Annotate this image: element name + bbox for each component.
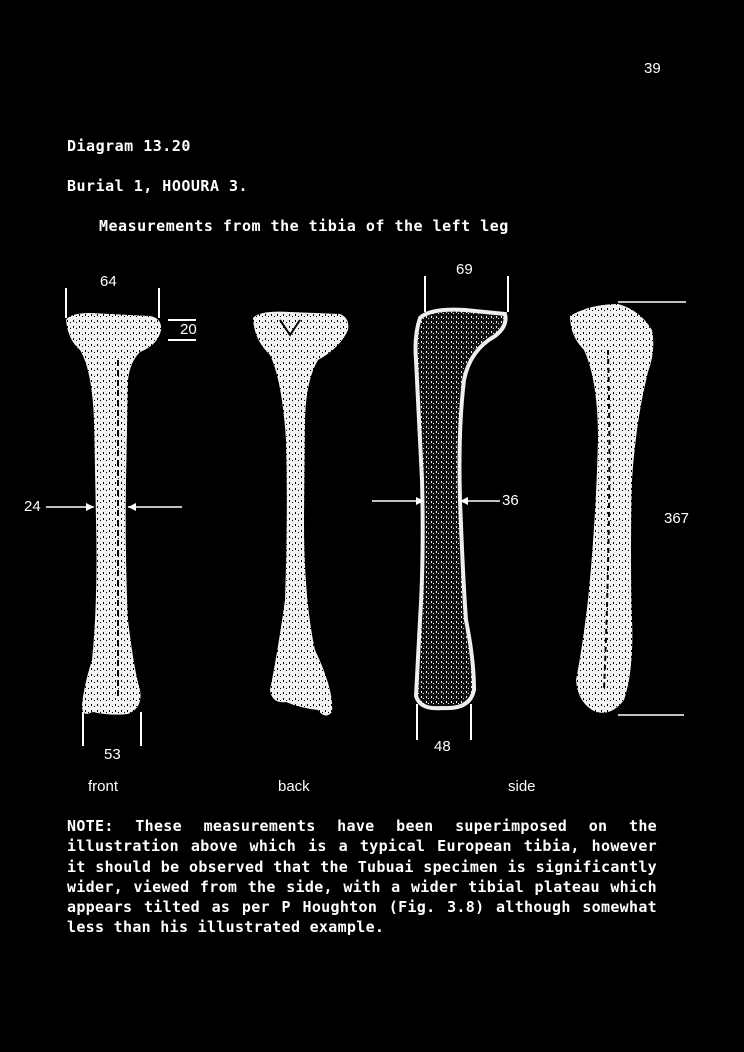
tibia-far-side-view xyxy=(570,304,653,713)
tibia-back-view xyxy=(253,312,348,716)
burial-label: Burial 1, HOOURA 3. xyxy=(67,177,249,195)
side-shaft-width-label: 36 xyxy=(502,492,519,509)
note-paragraph: NOTE: These measurements have been superimposed on the illustration above which is a typical European tibia, however it should be observed that the Tubuai specimen is significantly wider, viewed from the side, with a wider tibial plateau which appears tilted as per P Houghton (Fig. 3.8) although somewhat less than his illustrated example. xyxy=(67,817,657,937)
side-top-width-label: 69 xyxy=(456,261,473,278)
length-label: 367 xyxy=(664,510,690,527)
front-plateau-depth-label: 20 xyxy=(180,321,197,338)
view-label-side: side xyxy=(508,778,536,795)
figure-subtitle: Measurements from the tibia of the left leg xyxy=(99,217,509,235)
tibia-side-view xyxy=(416,310,506,709)
side-bottom-width-label: 48 xyxy=(434,738,451,755)
front-top-width-label: 64 xyxy=(100,273,117,290)
tibia-front-view xyxy=(66,313,161,715)
diagram-label: Diagram 13.20 xyxy=(67,137,191,155)
view-label-back: back xyxy=(278,778,310,795)
view-label-front: front xyxy=(88,778,119,795)
front-shaft-width-label: 24 xyxy=(24,498,41,515)
page-number: 39 xyxy=(644,60,661,77)
front-bottom-width-label: 53 xyxy=(104,746,121,763)
